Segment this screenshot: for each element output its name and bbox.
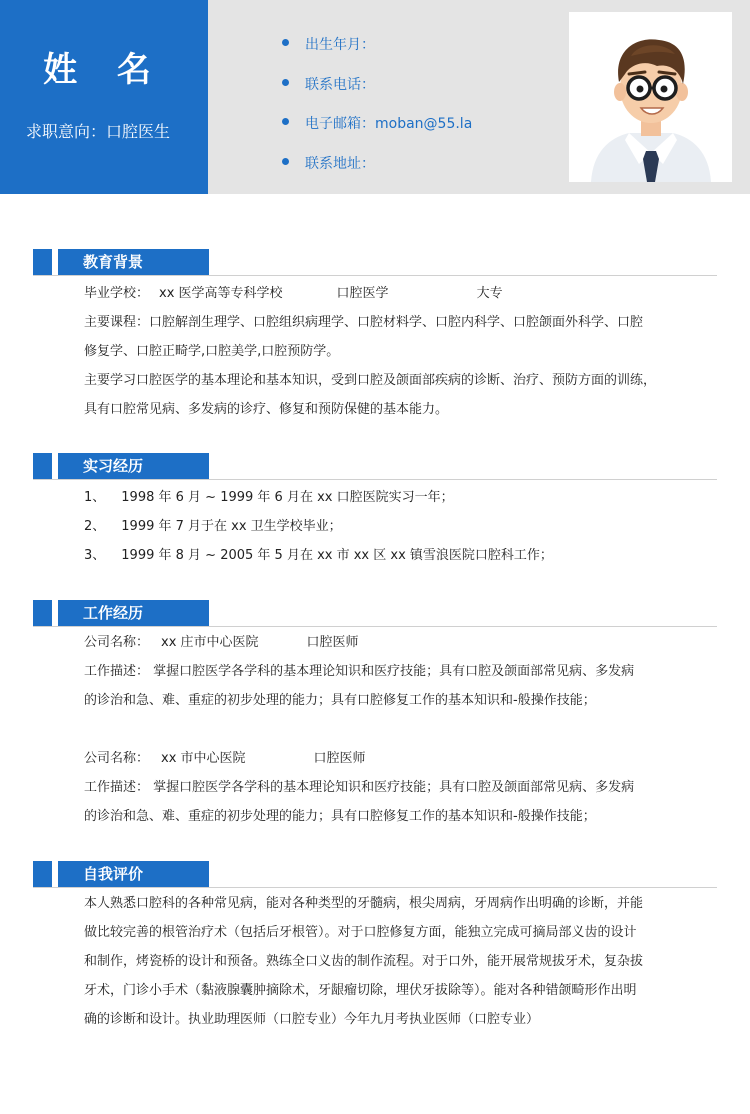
self-line: 做比较完善的根管治疗术（包括后牙根管）。对于口腔修复方面，能独立完成可摘局部义齿的设计 [84, 925, 637, 940]
bullet-icon [282, 158, 289, 165]
contact-info [282, 34, 472, 192]
bullet-icon [282, 118, 289, 125]
divider [33, 887, 717, 888]
bullet-icon [282, 39, 289, 46]
info-birth: 出生年月： [282, 34, 472, 74]
education-line: 主要学习口腔医学的基本理论和基本知识，受到口腔及颌面部疾病的诊断、治疗、预防方面的训练， [84, 373, 657, 388]
work-desc-line: 的诊治和急、难、重症的初步处理的能力；具有口腔修复工作的基本知识和-般操作技能； [84, 693, 596, 708]
education-line: 主要课程：口腔解剖生理学、口腔组织病理学、口腔材料学、口腔内科学、口腔颌面外科学、口腔 [84, 315, 644, 330]
job-intent: 求职意向：口腔医生 [26, 122, 171, 141]
work-desc-line: 的诊治和急、难、重症的初步处理的能力；具有口腔修复工作的基本知识和-般操作技能； [84, 809, 596, 824]
self-line: 牙术，门诊小手术（黏液腺囊肿摘除术，牙龈瘤切除，埋伏牙拔除等）。能对各种错颌畸形作出明 [84, 983, 637, 998]
self-line: 和制作，烤瓷桥的设计和预备。熟练全口义齿的制作流程。对于口外，能开展常规拔牙术，复杂拔 [84, 954, 644, 969]
divider [33, 479, 717, 480]
divider [33, 626, 717, 627]
degree: 大专 [476, 286, 503, 301]
work-desc-line: 工作描述： 掌握口腔医学各学科的基本理论知识和医疗技能；具有口腔及颌面部常见病、多发病 [84, 664, 635, 679]
section-title: 工作经历 [58, 600, 209, 626]
self-line: 确的诊断和设计。执业助理医师（口腔专业）今年九月考执业医师（口腔专业） [84, 1012, 540, 1027]
section-title: 教育背景 [58, 249, 209, 275]
avatar-illustration [569, 12, 732, 182]
company-name: xx 市中心医院 [161, 751, 246, 766]
position: 口腔医师 [313, 751, 366, 766]
education-line: 修复学、口腔正畸学,口腔美学,口腔预防学。 [84, 344, 340, 359]
name-box [0, 0, 208, 194]
self-line: 本人熟悉口腔科的各种常见病，能对各种类型的牙髓病，根尖周病，牙周病作出明确的诊断，并能 [84, 896, 644, 911]
internship-item: 3、 1999 年 8 月 ~ 2005 年 5 月在 xx 市 xx 区 xx 镇雪浪医院口腔科工作； [84, 548, 553, 563]
company-name: xx 庄市中心医院 [161, 635, 259, 650]
info-phone: 联系电话： [282, 74, 472, 114]
education-school-row: 毕业学校： xx 医学高等专科学校 口腔医学 大专 [84, 286, 503, 301]
internship-item: 1、 1998 年 6 月 ~ 1999 年 6 月在 xx 口腔医院实习一年； [84, 490, 454, 505]
major: 口腔医学 [336, 286, 389, 301]
info-address: 联系地址： [282, 153, 472, 193]
header-band [0, 0, 750, 194]
work-company-row: 公司名称： xx 庄市中心医院 口腔医师 [84, 635, 359, 650]
section-title: 实习经历 [58, 453, 209, 479]
education-line: 具有口腔常见病、多发病的诊疗、修复和预防保健的基本能力。 [84, 402, 449, 417]
work-desc-line: 工作描述： 掌握口腔医学各学科的基本理论知识和医疗技能；具有口腔及颌面部常见病、多发病 [84, 780, 635, 795]
work-company-row: 公司名称： xx 市中心医院 口腔医师 [84, 751, 366, 766]
bullet-icon [282, 79, 289, 86]
divider [33, 275, 717, 276]
school-name: xx 医学高等专科学校 [159, 286, 283, 301]
avatar-photo [569, 12, 732, 182]
position: 口腔医师 [306, 635, 359, 650]
section-title: 自我评价 [58, 861, 209, 887]
candidate-name: 姓 名 [43, 50, 165, 90]
info-email: 电子邮箱：moban@55.la [282, 113, 472, 153]
internship-item: 2、 1999 年 7 月于在 xx 卫生学校毕业； [84, 519, 342, 534]
